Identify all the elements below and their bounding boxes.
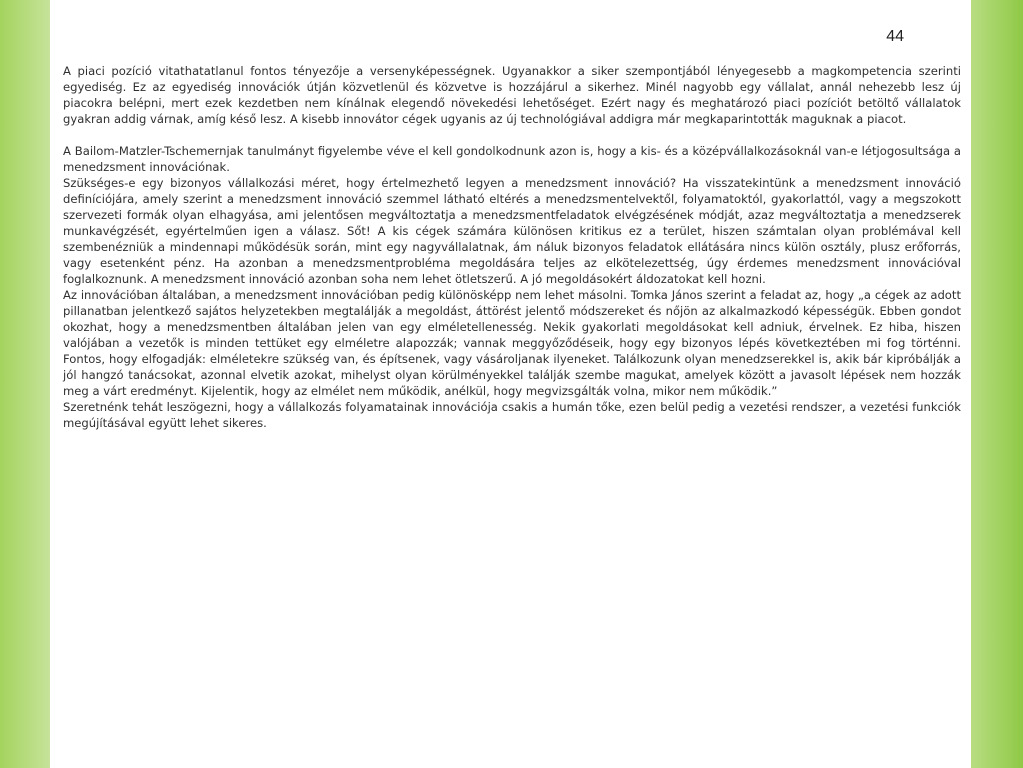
paragraph-market-position: A piaci pozíció vitathatatlanul fontos tényezője a versenyképességnek. Ugyanakkor a siker szempontjából lényegesebb a magkompetencia szerinti egyediség. Ez az egyediség innovációk útján közvetlenül és közvetve is hozzájárul a sikerhez. Minél nagyobb egy vállalat, annál nehezebb lesz új piacokra belépni, mert ezek kezdetben nem kínálnak elegendő növekedési lehetőséget. Ezért nagy és meghatározó piaci pozíciót betöltő vállalatok gyakran addig várnak, amíg késő lesz. A kisebb innovátor cégek ugyanis az új technológiával addigra már megkaparintották maguknak a piacot.: [63, 64, 961, 126]
paragraph-conclusion: Szeretnénk tehát leszögezni, hogy a vállalkozás folyamatainak innovációja csakis a humán tőke, ezen belül pedig a vezetési rendszer, a vezetési funkciók megújításával együtt lehet sikeres.: [63, 400, 961, 430]
left-decorative-band: [0, 0, 50, 768]
paragraph-no-copying: Az innovációban általában, a menedzsment innovációban pedig különösképp nem lehet másolni. Tomka János szerint a feladat az, hogy „a cégek az adott pillanatban jelentkező sajátos helyzetekben megtalálják a megoldást, áttörést jelentő módszereket és nőjön az alkalmazkodó képességük. Ebben gondot okozhat, hogy a menedzsmentben általában jelen van egy elméletellenesség. Nekik gyakorlati megoldásokat kell adniuk, érvelnek. Ez hiba, hiszen valójában a vezetők is minden tettüket egy elméletre alapozzák; vannak meggyőződéseik, hogy egy bizonyos lépés következtében mi fog történni. Fontos, hogy elfogadják: elméletekre szükség van, és építsenek, vagy vásároljanak ilyeneket. Találkozunk olyan menedzserekkel is, akik bár kipróbálják a jól hangzó tanácsokat, azonnal elvetik azokat, mihelyst olyan körülményekkel találják szembe magukat, amelyek között a javasolt lépések nem hozzák meg a várt eredményt. Kijelentik, hogy az elmélet nem működik, anélkül, hogy megvizsgálták volna, mikor nem működik.”: [63, 288, 961, 398]
paragraph-company-size: Szükséges-e egy bizonyos vállalkozási méret, hogy értelmezhető legyen a menedzsment innováció? Ha visszatekintünk a menedzsment innováció definíciójára, amely szerint a menedzsment innováció szemmel látható eltérés a menedzsmentelvektől, folyamatoktól, gyakorlattól, vagy a megszokott szervezeti formák olyan elhagyása, ami jelentősen megváltoztatja a menedzsmentfeladatok elvégzésének módját, azaz megváltoztatja a menedzserek munkavégzését, egyértelműen igen a válasz. Sőt! A kis cégek számára különösen kritikus ez a terület, hiszen számtalan olyan problémával kell szembenézniük a mindennapi működésük során, mint egy nagyvállalatnak, ám náluk bizonyos feladatok ellátására nincs külön osztály, plusz erőforrás, vagy esetenként pénz. Ha azonban a menedzsmentprobléma megoldására teljes az elkötelezettség, úgy érdemes menedzsment innovációval foglalkoznunk. A menedzsment innováció azonban soha nem lehet ötletszerű. A jó megoldásokért áldozatokat kell hozni.: [63, 176, 961, 286]
slide-page: [50, 0, 971, 768]
slide-body-text: [63, 63, 961, 431]
page-number: 44: [886, 28, 904, 45]
paragraph-bailom-study: A Bailom-Matzler-Tschemernjak tanulmányt figyelembe véve el kell gondolkodnunk azon is, hogy a kis- és a középvállalkozásoknál van-e létjogosultsága a menedzsment innovációnak.: [63, 144, 961, 174]
right-decorative-band: [971, 0, 1023, 768]
